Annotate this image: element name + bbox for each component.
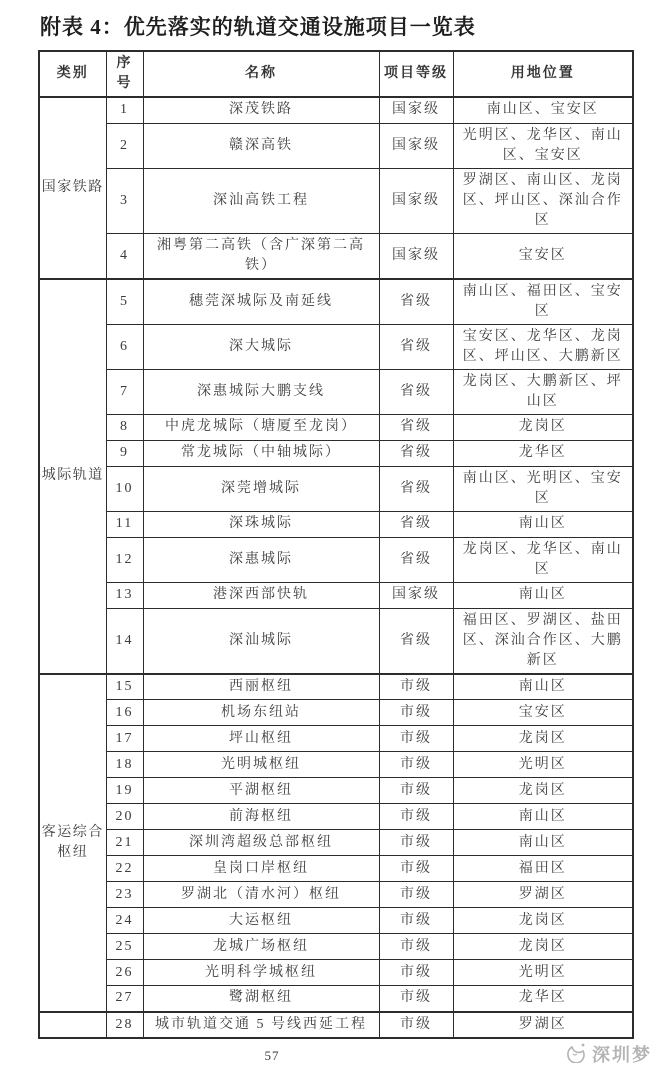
row-number-cell: 8	[106, 414, 143, 440]
location-cell: 龙岗区	[453, 934, 633, 960]
row-number-cell: 12	[106, 537, 143, 582]
row-number-cell: 16	[106, 700, 143, 726]
row-number-cell: 10	[106, 466, 143, 511]
table-row	[39, 986, 633, 1012]
table-row	[39, 778, 633, 804]
table-row	[39, 726, 633, 752]
page-title: 附表 4：优先落实的轨道交通设施项目一览表	[40, 15, 476, 39]
project-level-cell: 省级	[379, 324, 453, 369]
location-cell: 龙华区	[453, 440, 633, 466]
row-number-cell: 7	[106, 369, 143, 414]
location-cell: 龙岗区、龙华区、南山区	[453, 537, 633, 582]
location-cell: 南山区、光明区、宝安区	[453, 466, 633, 511]
col-header-category: 类别	[39, 51, 106, 97]
project-name-cell: 赣深高铁	[143, 123, 379, 168]
project-name-cell: 深汕高铁工程	[143, 168, 379, 233]
project-name-cell: 深茂铁路	[143, 97, 379, 123]
table-row	[39, 960, 633, 986]
project-level-cell: 市级	[379, 830, 453, 856]
project-level-cell: 省级	[379, 440, 453, 466]
project-level-cell: 省级	[379, 414, 453, 440]
table-row	[39, 233, 633, 279]
project-name-cell: 深惠城际大鹏支线	[143, 369, 379, 414]
table-row	[39, 168, 633, 233]
table-header	[39, 51, 633, 97]
project-level-cell: 市级	[379, 856, 453, 882]
project-name-cell: 深汕城际	[143, 608, 379, 674]
row-number-cell: 9	[106, 440, 143, 466]
project-name-cell: 深珠城际	[143, 511, 379, 537]
location-cell: 南山区、福田区、宝安区	[453, 279, 633, 325]
document-page	[0, 11, 660, 1079]
project-level-cell: 国家级	[379, 123, 453, 168]
table-row	[39, 279, 633, 325]
row-number-cell: 22	[106, 856, 143, 882]
project-level-cell: 市级	[379, 1012, 453, 1038]
row-number-cell: 26	[106, 960, 143, 986]
table-row	[39, 700, 633, 726]
project-level-cell: 国家级	[379, 97, 453, 123]
table-row	[39, 369, 633, 414]
location-cell: 宝安区	[453, 233, 633, 279]
project-name-cell: 深大城际	[143, 324, 379, 369]
location-cell: 南山区	[453, 511, 633, 537]
table-row	[39, 608, 633, 674]
project-level-cell: 市级	[379, 882, 453, 908]
project-level-cell: 市级	[379, 804, 453, 830]
location-cell: 南山区	[453, 674, 633, 700]
project-name-cell: 常龙城际（中轴城际）	[143, 440, 379, 466]
project-level-cell: 市级	[379, 674, 453, 700]
table-row	[39, 804, 633, 830]
location-cell: 罗湖区	[453, 1012, 633, 1038]
header-row	[39, 51, 633, 97]
table-row	[39, 582, 633, 608]
table-row	[39, 1012, 633, 1038]
category-cell: 城际轨道	[39, 279, 106, 674]
row-number-cell: 11	[106, 511, 143, 537]
table-row	[39, 511, 633, 537]
col-header-level: 项目等级	[379, 51, 453, 97]
project-name-cell: 深莞增城际	[143, 466, 379, 511]
row-number-cell: 23	[106, 882, 143, 908]
location-cell: 福田区	[453, 856, 633, 882]
project-name-cell: 鹭湖枢纽	[143, 986, 379, 1012]
project-level-cell: 国家级	[379, 582, 453, 608]
project-level-cell: 省级	[379, 279, 453, 325]
col-header-location: 用地位置	[453, 51, 633, 97]
location-cell: 罗湖区、南山区、龙岗区、坪山区、深汕合作区	[453, 168, 633, 233]
row-number-cell: 18	[106, 752, 143, 778]
table-row	[39, 466, 633, 511]
project-level-cell: 省级	[379, 466, 453, 511]
location-cell: 光明区	[453, 960, 633, 986]
table-row	[39, 414, 633, 440]
table-row	[39, 97, 633, 123]
category-cell	[39, 1012, 106, 1038]
col-header-name: 名称	[143, 51, 379, 97]
row-number-cell: 5	[106, 279, 143, 325]
project-level-cell: 市级	[379, 908, 453, 934]
location-cell: 龙岗区	[453, 726, 633, 752]
project-level-cell: 省级	[379, 537, 453, 582]
project-name-cell: 机场东纽站	[143, 700, 379, 726]
table-row	[39, 908, 633, 934]
col-header-number: 序号	[106, 51, 143, 97]
location-cell: 罗湖区	[453, 882, 633, 908]
row-number-cell: 27	[106, 986, 143, 1012]
project-name-cell: 皇岗口岸枢纽	[143, 856, 379, 882]
row-number-cell: 25	[106, 934, 143, 960]
row-number-cell: 4	[106, 233, 143, 279]
project-level-cell: 国家级	[379, 233, 453, 279]
project-name-cell: 湘粤第二高铁（含广深第二高铁）	[143, 233, 379, 279]
location-cell: 南山区	[453, 804, 633, 830]
location-cell: 福田区、罗湖区、盐田区、深汕合作区、大鹏新区	[453, 608, 633, 674]
project-name-cell: 深圳湾超级总部枢纽	[143, 830, 379, 856]
table-row	[39, 440, 633, 466]
row-number-cell: 20	[106, 804, 143, 830]
project-level-cell: 国家级	[379, 168, 453, 233]
row-number-cell: 21	[106, 830, 143, 856]
project-name-cell: 坪山枢纽	[143, 726, 379, 752]
project-level-cell: 省级	[379, 608, 453, 674]
project-name-cell: 大运枢纽	[143, 908, 379, 934]
location-cell: 龙岗区	[453, 414, 633, 440]
watermark	[564, 1041, 652, 1068]
location-cell: 南山区	[453, 582, 633, 608]
row-number-cell: 19	[106, 778, 143, 804]
project-level-cell: 市级	[379, 752, 453, 778]
location-cell: 龙岗区	[453, 778, 633, 804]
project-name-cell: 光明科学城枢纽	[143, 960, 379, 986]
project-name-cell: 龙城广场枢纽	[143, 934, 379, 960]
project-name-cell: 前海枢纽	[143, 804, 379, 830]
location-cell: 龙岗区	[453, 908, 633, 934]
project-level-cell: 市级	[379, 960, 453, 986]
table-row	[39, 537, 633, 582]
project-level-cell: 市级	[379, 726, 453, 752]
project-name-cell: 中虎龙城际（塘厦至龙岗）	[143, 414, 379, 440]
category-cell: 客运综合枢纽	[39, 674, 106, 1012]
table-row	[39, 674, 633, 700]
page-number: 57	[264, 1047, 280, 1063]
project-name-cell: 城市轨道交通 5 号线西延工程	[143, 1012, 379, 1038]
row-number-cell: 15	[106, 674, 143, 700]
location-cell: 龙华区	[453, 986, 633, 1012]
location-cell: 南山区	[453, 830, 633, 856]
project-level-cell: 市级	[379, 934, 453, 960]
location-cell: 南山区、宝安区	[453, 97, 633, 123]
row-number-cell: 2	[106, 123, 143, 168]
table-row	[39, 934, 633, 960]
bird-crescent-logo-icon	[564, 1041, 588, 1068]
location-cell: 光明区、龙华区、南山区、宝安区	[453, 123, 633, 168]
row-number-cell: 14	[106, 608, 143, 674]
project-level-cell: 省级	[379, 369, 453, 414]
row-number-cell: 17	[106, 726, 143, 752]
table-row	[39, 123, 633, 168]
project-level-cell: 省级	[379, 511, 453, 537]
row-number-cell: 6	[106, 324, 143, 369]
location-cell: 宝安区、龙华区、龙岗区、坪山区、大鹏新区	[453, 324, 633, 369]
project-name-cell: 光明城枢纽	[143, 752, 379, 778]
project-name-cell: 西丽枢纽	[143, 674, 379, 700]
location-cell: 龙岗区、大鹏新区、坪山区	[453, 369, 633, 414]
project-level-cell: 市级	[379, 778, 453, 804]
watermark-label: 深圳梦	[592, 1045, 652, 1065]
table-row	[39, 752, 633, 778]
row-number-cell: 24	[106, 908, 143, 934]
row-number-cell: 28	[106, 1012, 143, 1038]
location-cell: 光明区	[453, 752, 633, 778]
row-number-cell: 1	[106, 97, 143, 123]
project-name-cell: 平湖枢纽	[143, 778, 379, 804]
table-row	[39, 324, 633, 369]
row-number-cell: 3	[106, 168, 143, 233]
page-footer	[0, 1039, 660, 1079]
table-row	[39, 830, 633, 856]
project-name-cell: 深惠城际	[143, 537, 379, 582]
project-level-cell: 市级	[379, 986, 453, 1012]
project-name-cell: 穗莞深城际及南延线	[143, 279, 379, 325]
row-number-cell: 13	[106, 582, 143, 608]
project-name-cell: 港深西部快轨	[143, 582, 379, 608]
location-cell: 宝安区	[453, 700, 633, 726]
table-body	[39, 97, 633, 1038]
priority-rail-projects-table	[38, 50, 634, 1039]
table-row	[39, 856, 633, 882]
table-row	[39, 882, 633, 908]
project-name-cell: 罗湖北（清水河）枢纽	[143, 882, 379, 908]
category-cell: 国家铁路	[39, 97, 106, 279]
project-level-cell: 市级	[379, 700, 453, 726]
